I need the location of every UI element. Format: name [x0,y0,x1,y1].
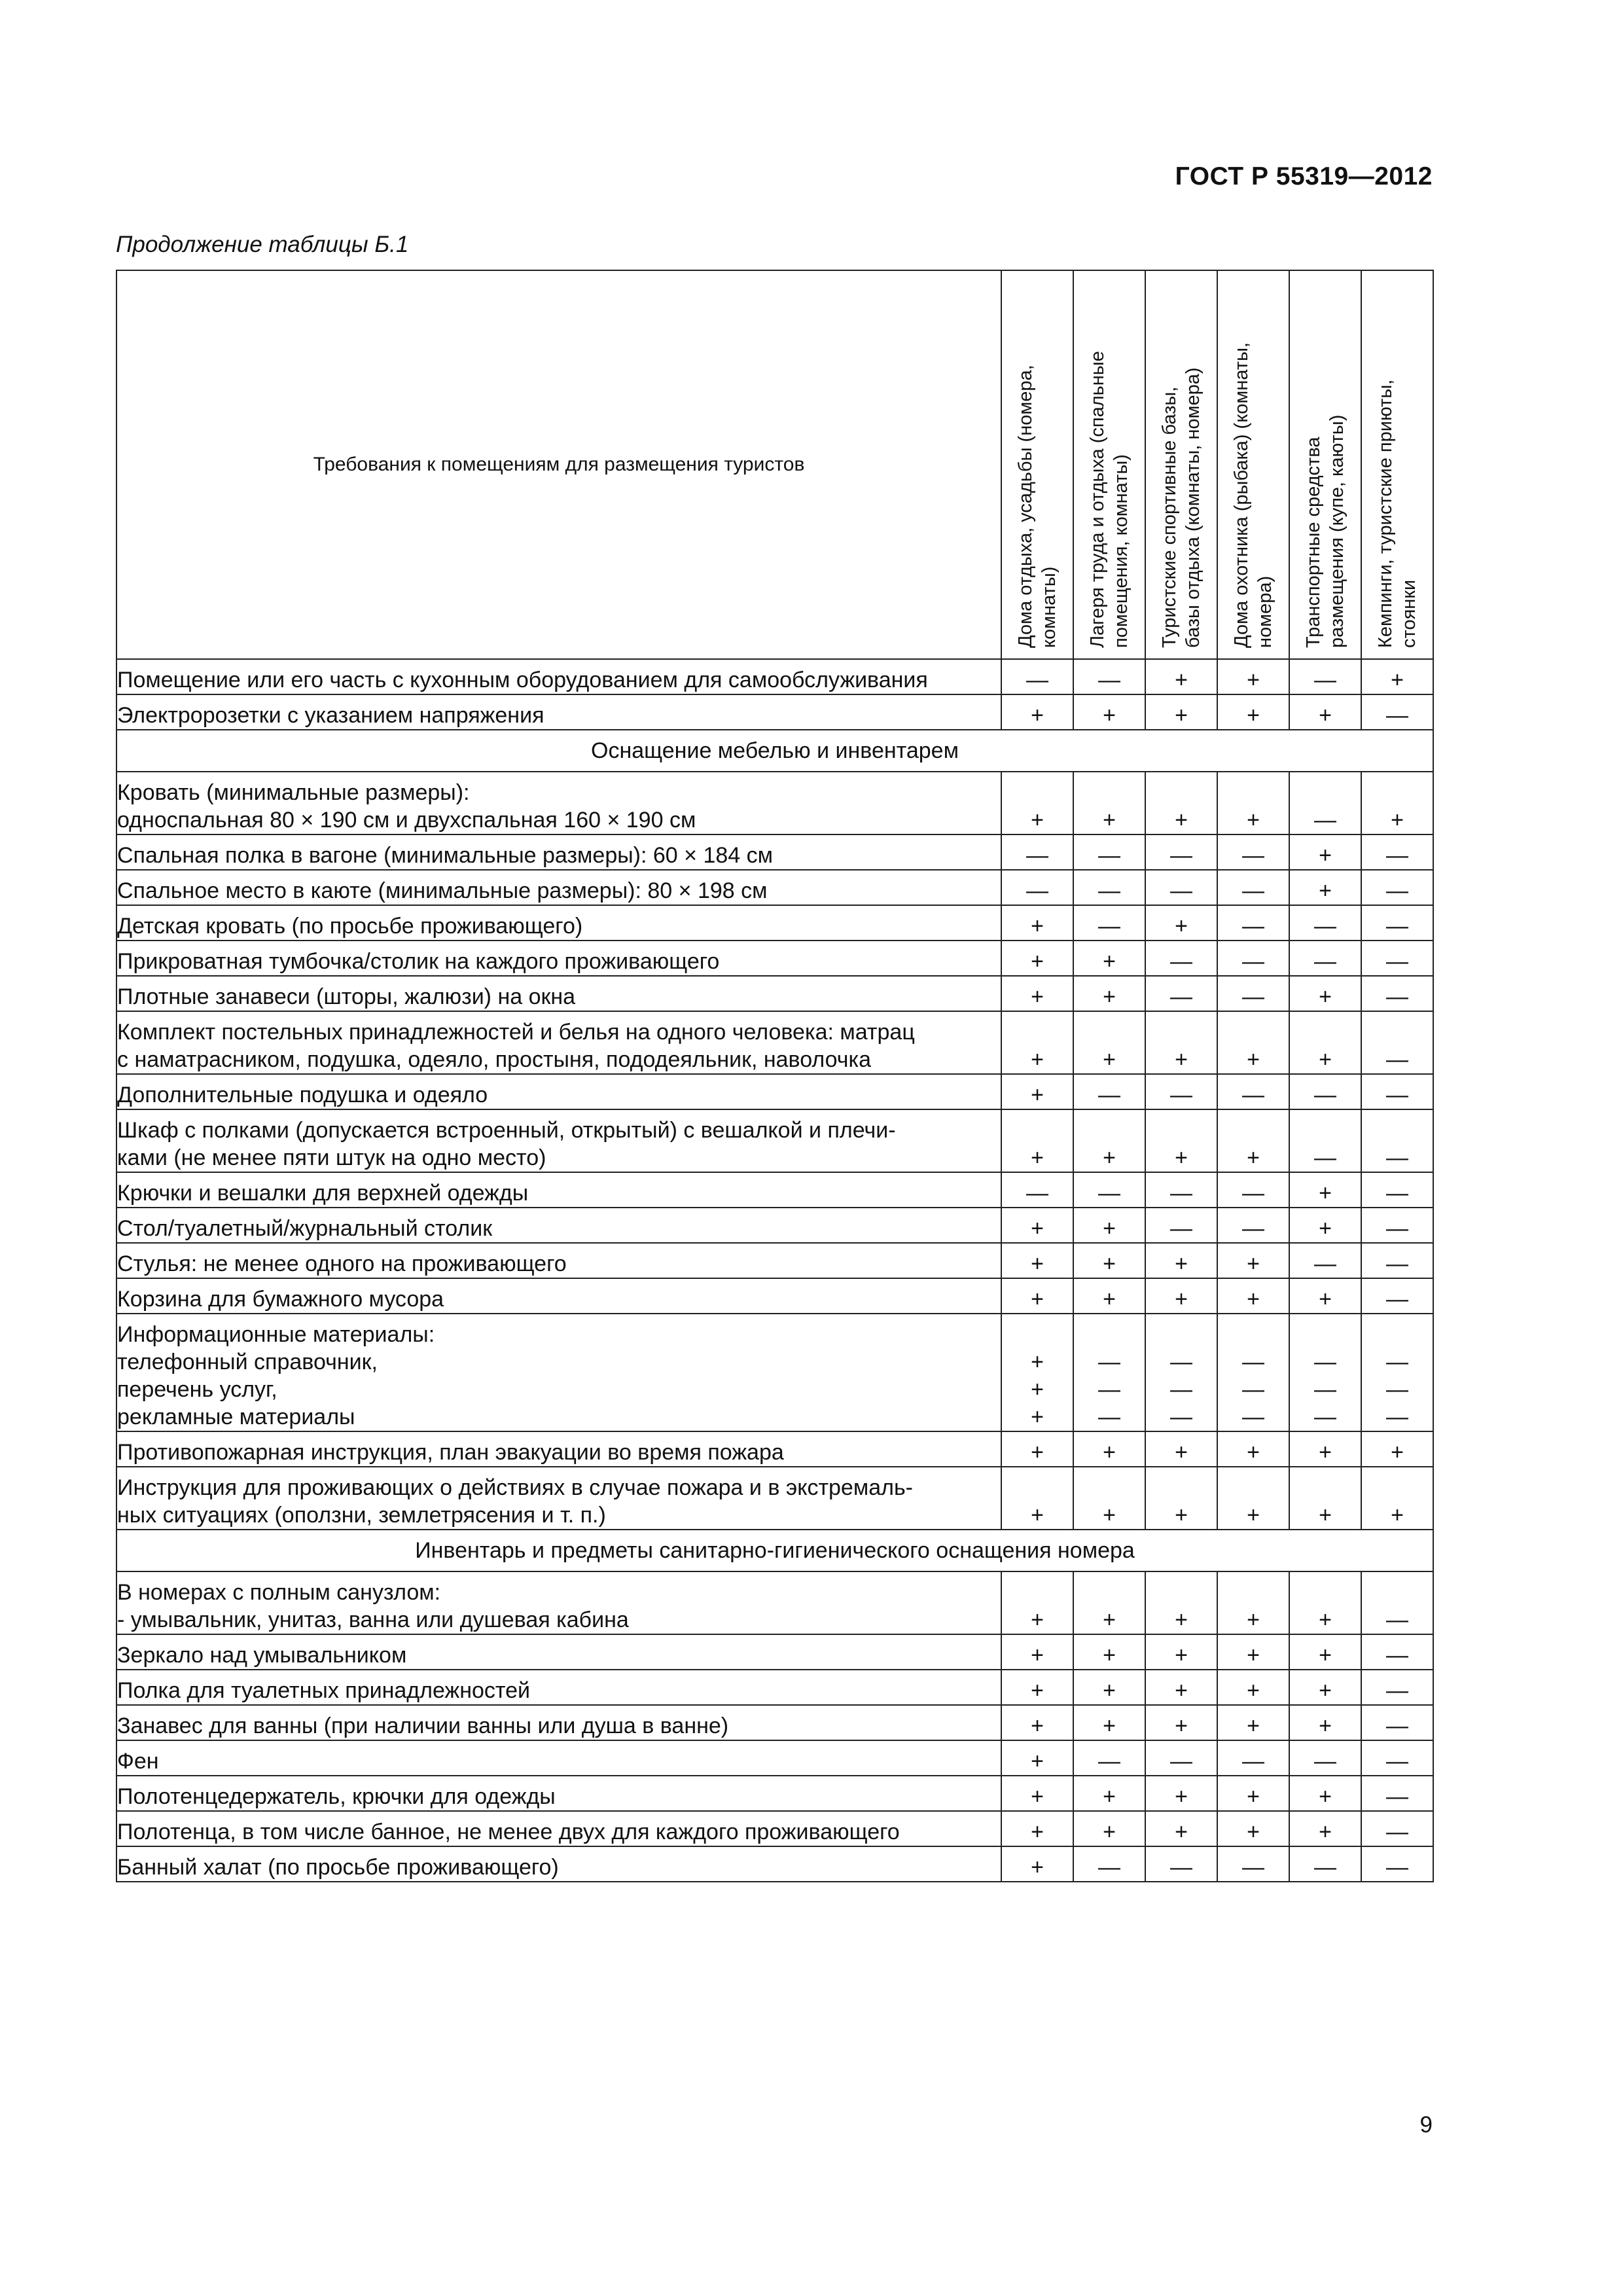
mark-cell: — [1289,1846,1361,1882]
mark-cell: + [1073,1243,1145,1278]
mark-cell: + [1289,1705,1361,1740]
mark-cell: — [1289,1074,1361,1109]
mark-cell: + [1145,1776,1217,1811]
mark-cell: + [1145,1109,1217,1172]
mark-cell: + [1145,1011,1217,1074]
table-row [116,1011,1433,1074]
mark-cell: + [1145,1670,1217,1705]
table-row [116,1846,1433,1882]
mark-cell: + [1217,1634,1289,1670]
mark-cell: — [1217,1740,1289,1776]
mark-cell: — [1001,870,1073,905]
mark-cell: + [1289,1634,1361,1670]
mark-cell: + [1217,1776,1289,1811]
mark-cell: — [1145,1846,1217,1882]
requirement-cell: Фен [116,1740,1001,1776]
table-row [116,772,1433,834]
table-row [116,1243,1433,1278]
table-row [116,1314,1433,1431]
mark-cell: + [1217,1431,1289,1467]
table-row [116,659,1433,694]
table-row [116,1109,1433,1172]
mark-cell: + [1289,1811,1361,1846]
mark-cell: + [1073,772,1145,834]
requirement-cell: Зеркало над умывальником [116,1634,1001,1670]
category-header-label: Дома охотника (рыбака) (комнаты, номера) [1231,342,1275,648]
mark-cell: + [1001,1011,1073,1074]
mark-cell: + [1073,1670,1145,1705]
requirement-cell: Детская кровать (по просьбе проживающего) [116,905,1001,941]
table-row [116,1467,1433,1530]
mark-cell: — [1361,870,1433,905]
table-row [116,1740,1433,1776]
mark-cell: + [1001,1776,1073,1811]
mark-cell: + [1073,941,1145,976]
mark-cell: — [1217,834,1289,870]
mark-cell: + [1217,1705,1289,1740]
mark-cell: — — — [1145,1314,1217,1431]
table-row [116,694,1433,730]
mark-cell: + [1289,1467,1361,1530]
mark-cell: + [1001,1109,1073,1172]
mark-cell: — [1361,1172,1433,1208]
mark-cell: + [1289,1278,1361,1314]
mark-cell: + [1145,1431,1217,1467]
table-row [116,1278,1433,1314]
mark-cell: + [1289,1208,1361,1243]
mark-cell: + [1145,1571,1217,1634]
mark-cell: + [1001,905,1073,941]
mark-cell: + [1289,834,1361,870]
section-row [116,730,1433,772]
mark-cell: + [1073,1109,1145,1172]
mark-cell: — [1001,659,1073,694]
page-number: 9 [1419,2112,1433,2138]
mark-cell: — [1145,1740,1217,1776]
mark-cell: + [1001,1571,1073,1634]
mark-cell: — [1361,1705,1433,1740]
mark-cell: + [1145,694,1217,730]
requirement-cell: Стол/туалетный/журнальный столик [116,1208,1001,1243]
mark-cell: — [1145,976,1217,1011]
mark-cell: — [1361,1208,1433,1243]
mark-cell: + [1217,1467,1289,1530]
category-header-label: Дома отдыха, усадьбы (номера, комнаты) [1015,365,1060,648]
category-header-label: Туристские спортивные базы, базы отдыха (комнаты, номера) [1159,367,1204,648]
section-title: Оснащение мебелью и инвентарем [116,730,1433,772]
requirement-cell: Стулья: не менее одного на проживающего [116,1243,1001,1278]
mark-cell: + [1073,1571,1145,1634]
mark-cell: — [1217,1074,1289,1109]
category-header-label: Кемпинги, туристские приюты, стоянки [1375,379,1419,648]
mark-cell: + [1145,1243,1217,1278]
mark-cell: + [1073,1208,1145,1243]
mark-cell: + [1217,694,1289,730]
mark-cell: — [1001,1172,1073,1208]
mark-cell: + [1001,1705,1073,1740]
mark-cell: — [1217,1208,1289,1243]
mark-cell: + [1217,1278,1289,1314]
mark-cell: + [1001,1740,1073,1776]
mark-cell: — [1361,1811,1433,1846]
table-row [116,1172,1433,1208]
table-row [116,1705,1433,1740]
mark-cell: + [1073,1705,1145,1740]
requirement-cell: Плотные занавеси (шторы, жалюзи) на окна [116,976,1001,1011]
mark-cell: — [1289,1109,1361,1172]
mark-cell: — [1361,1846,1433,1882]
mark-cell: + [1073,1011,1145,1074]
mark-cell: — [1361,1571,1433,1634]
requirement-cell: Банный халат (по просьбе проживающего) [116,1846,1001,1882]
mark-cell: — [1361,1243,1433,1278]
requirement-cell: Помещение или его часть с кухонным оборудованием для самообслуживания [116,659,1001,694]
mark-cell: — [1361,1011,1433,1074]
requirement-cell: Занавес для ванны (при наличии ванны или душа в ванне) [116,1705,1001,1740]
mark-cell: + [1145,659,1217,694]
table-row [116,1431,1433,1467]
table-row [116,834,1433,870]
category-header [1289,270,1361,659]
mark-cell: + [1289,1011,1361,1074]
mark-cell: + [1073,1776,1145,1811]
mark-cell: + [1073,1634,1145,1670]
requirement-cell: Противопожарная инструкция, план эвакуации во время пожара [116,1431,1001,1467]
mark-cell: — — — [1361,1314,1433,1431]
mark-cell: — [1145,834,1217,870]
mark-cell: — [1361,1670,1433,1705]
mark-cell: + [1217,1011,1289,1074]
requirement-cell: Прикроватная тумбочка/столик на каждого проживающего [116,941,1001,976]
mark-cell: — [1361,905,1433,941]
table-row [116,870,1433,905]
mark-cell: — [1361,1278,1433,1314]
mark-cell: + [1289,976,1361,1011]
requirement-cell: Полотенца, в том числе банное, не менее двух для каждого проживающего [116,1811,1001,1846]
requirement-cell: Полка для туалетных принадлежностей [116,1670,1001,1705]
requirements-column-header: Требования к помещениям для размещения туристов [116,270,1001,659]
mark-cell: — [1361,1109,1433,1172]
requirement-cell: Спальная полка в вагоне (минимальные размеры): 60 × 184 см [116,834,1001,870]
mark-cell: — [1217,905,1289,941]
mark-cell: + [1001,694,1073,730]
mark-cell: — [1217,976,1289,1011]
category-header-label: Транспортные средства размещения (купе, каюты) [1303,414,1347,648]
mark-cell: — [1361,941,1433,976]
mark-cell: + [1145,1634,1217,1670]
mark-cell: — [1217,1172,1289,1208]
mark-cell: — [1145,941,1217,976]
category-header [1073,270,1145,659]
table-row [116,941,1433,976]
mark-cell: + [1001,1811,1073,1846]
mark-cell: + [1145,1278,1217,1314]
mark-cell: — [1289,905,1361,941]
mark-cell: — [1217,1846,1289,1882]
mark-cell: + [1145,772,1217,834]
table-caption: Продолжение таблицы Б.1 [116,232,409,257]
requirements-table [116,270,1434,1882]
mark-cell: + [1001,941,1073,976]
mark-cell: + [1217,772,1289,834]
mark-cell: — [1361,1634,1433,1670]
mark-cell: — [1361,1740,1433,1776]
requirement-cell: Инструкция для проживающих о действиях в случае пожара и в экстремаль- ных ситуациях (оползни, землетрясения и т. п.) [116,1467,1001,1530]
mark-cell: + [1001,1634,1073,1670]
table-row [116,1074,1433,1109]
mark-cell: + [1217,1571,1289,1634]
requirement-cell: Шкаф с полками (допускается встроенный, открытый) с вешалкой и плечи- ками (не менее пяти штук на одно место) [116,1109,1001,1172]
mark-cell: + [1289,1776,1361,1811]
mark-cell: + [1073,1431,1145,1467]
mark-cell: + [1217,1670,1289,1705]
mark-cell: + [1073,1467,1145,1530]
mark-cell: — — — [1289,1314,1361,1431]
requirement-cell: Дополнительные подушка и одеяло [116,1074,1001,1109]
mark-cell: + [1073,976,1145,1011]
mark-cell: — [1145,1208,1217,1243]
section-row [116,1530,1433,1571]
mark-cell: + [1361,772,1433,834]
mark-cell: + [1001,1467,1073,1530]
category-header [1001,270,1073,659]
mark-cell: + [1001,1243,1073,1278]
mark-cell: — [1145,1172,1217,1208]
table-header-row [116,270,1433,659]
mark-cell: — [1073,870,1145,905]
mark-cell: + [1289,1431,1361,1467]
mark-cell: — [1289,1243,1361,1278]
category-header [1361,270,1433,659]
mark-cell: — [1073,834,1145,870]
mark-cell: + [1217,1811,1289,1846]
mark-cell: + [1289,870,1361,905]
mark-cell: — [1289,941,1361,976]
section-title: Инвентарь и предметы санитарно-гигиенического оснащения номера [116,1530,1433,1571]
mark-cell: + [1001,772,1073,834]
table-row [116,1776,1433,1811]
requirement-cell: Крючки и вешалки для верхней одежды [116,1172,1001,1208]
table-row [116,1208,1433,1243]
mark-cell: + [1217,1243,1289,1278]
mark-cell: — — — [1073,1314,1145,1431]
requirement-cell: В номерах с полным санузлом: - умывальник, унитаз, ванна или душевая кабина [116,1571,1001,1634]
mark-cell: + [1289,1172,1361,1208]
mark-cell: + + + [1001,1314,1073,1431]
mark-cell: — [1361,976,1433,1011]
mark-cell: + [1361,659,1433,694]
requirement-cell: Информационные материалы: телефонный справочник, перечень услуг, рекламные материалы [116,1314,1001,1431]
mark-cell: — [1073,1074,1145,1109]
category-header [1145,270,1217,659]
table-row [116,976,1433,1011]
mark-cell: — [1217,941,1289,976]
mark-cell: + [1361,1431,1433,1467]
mark-cell: + [1073,1278,1145,1314]
mark-cell: — [1073,1846,1145,1882]
mark-cell: — [1073,1740,1145,1776]
mark-cell: + [1073,694,1145,730]
mark-cell: — [1361,694,1433,730]
mark-cell: + [1001,1670,1073,1705]
mark-cell: — [1001,834,1073,870]
mark-cell: + [1145,905,1217,941]
table-body [116,659,1433,1882]
category-header [1217,270,1289,659]
mark-cell: + [1217,1109,1289,1172]
mark-cell: + [1073,1811,1145,1846]
mark-cell: + [1001,1208,1073,1243]
mark-cell: + [1145,1467,1217,1530]
mark-cell: + [1001,1846,1073,1882]
requirement-cell: Полотенцедержатель, крючки для одежды [116,1776,1001,1811]
mark-cell: — [1361,1776,1433,1811]
requirement-cell: Электророзетки с указанием напряжения [116,694,1001,730]
mark-cell: — [1289,1740,1361,1776]
mark-cell: + [1001,1074,1073,1109]
mark-cell: — [1361,834,1433,870]
mark-cell: + [1001,976,1073,1011]
document-code: ГОСТ Р 55319—2012 [1175,162,1433,190]
mark-cell: — [1361,1074,1433,1109]
mark-cell: + [1001,1278,1073,1314]
mark-cell: + [1217,659,1289,694]
table-row [116,1670,1433,1705]
mark-cell: — [1073,1172,1145,1208]
table-row [116,1634,1433,1670]
category-header-label: Лагеря труда и отдыха (спальные помещения, комнаты) [1087,351,1132,648]
mark-cell: + [1289,1571,1361,1634]
mark-cell: — — — [1217,1314,1289,1431]
requirement-cell: Корзина для бумажного мусора [116,1278,1001,1314]
mark-cell: + [1289,1670,1361,1705]
mark-cell: — [1145,870,1217,905]
mark-cell: — [1073,659,1145,694]
mark-cell: — [1289,659,1361,694]
table-row [116,1811,1433,1846]
requirement-cell: Комплект постельных принадлежностей и белья на одного человека: матрац с наматрасником, подушка, одеяло, простыня, пододеяльник, наволочка [116,1011,1001,1074]
table-row [116,1571,1433,1634]
mark-cell: + [1145,1705,1217,1740]
requirement-cell: Кровать (минимальные размеры): односпальная 80 × 190 см и двухспальная 160 × 190 см [116,772,1001,834]
mark-cell: + [1289,694,1361,730]
mark-cell: + [1001,1431,1073,1467]
mark-cell: — [1145,1074,1217,1109]
requirement-cell: Спальное место в каюте (минимальные размеры): 80 × 198 см [116,870,1001,905]
table-row [116,905,1433,941]
mark-cell: + [1145,1811,1217,1846]
mark-cell: — [1289,772,1361,834]
mark-cell: + [1361,1467,1433,1530]
mark-cell: — [1217,870,1289,905]
mark-cell: — [1073,905,1145,941]
